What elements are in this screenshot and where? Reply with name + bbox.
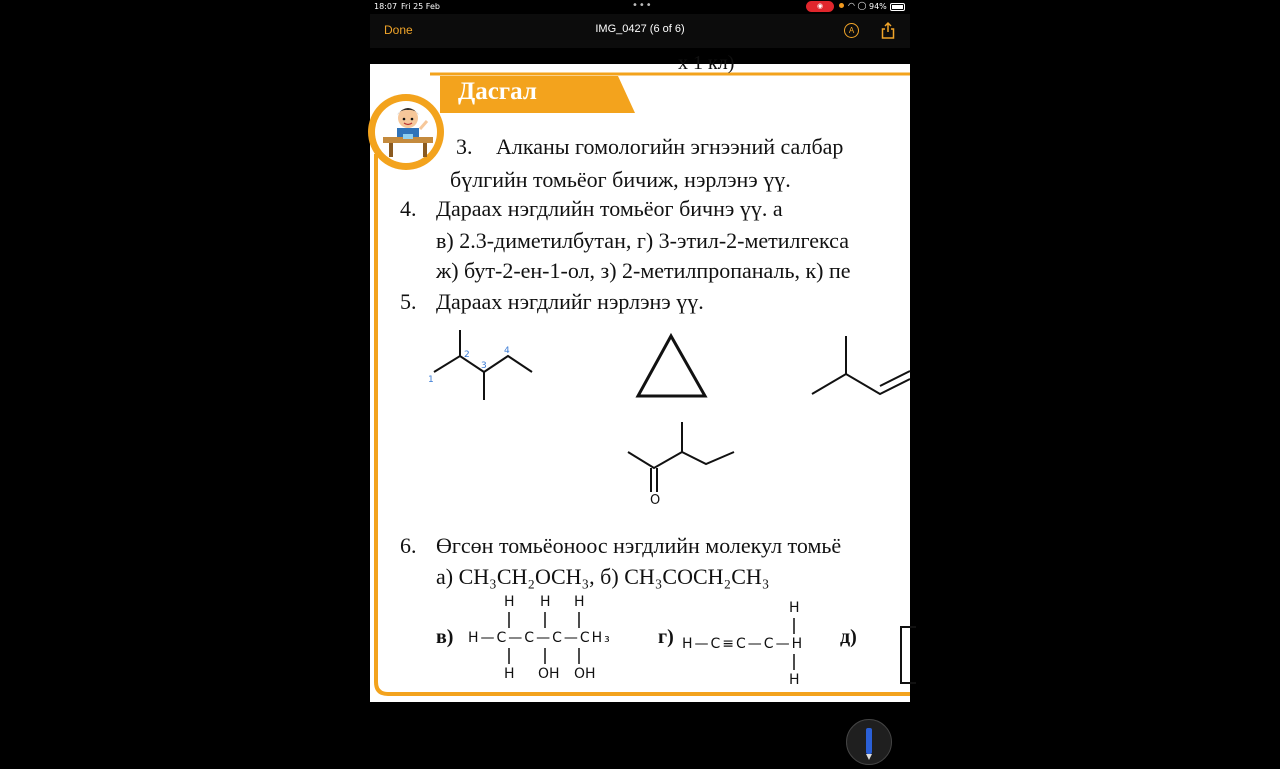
mic-indicator-icon	[839, 3, 844, 8]
ketone-oxygen: O	[650, 493, 661, 508]
ex4-line3: ж) бут-2-ен-1-ол, з) 2-метилпропаналь, к) пе	[436, 258, 851, 283]
battery-percent: 94%	[869, 2, 887, 11]
ex6-line1: Өгсөн томьёоноос нэгдлийн молекул томьё	[436, 533, 842, 558]
annot-3: 3	[481, 361, 487, 371]
structures-ex5	[370, 324, 910, 524]
ex4-line2: в) 2.3-диметилбутан, г) 3-этил-2-метилгекса	[436, 228, 849, 253]
g-label: г)	[658, 626, 674, 648]
status-bar	[370, 0, 910, 14]
annot-1: 1	[428, 375, 434, 385]
ex4-number: 4.	[400, 196, 417, 221]
pencil-icon	[847, 720, 891, 764]
section-title: Дасгал	[458, 78, 537, 105]
v-label: в)	[436, 626, 454, 648]
ex3-line2: бүлгийн томьёог бичиж, нэрлэнэ үү.	[450, 167, 791, 192]
ex5-number: 5.	[400, 289, 417, 314]
d-formula-box	[900, 626, 916, 684]
screen-recording-indicator[interactable]: ◉	[806, 1, 834, 12]
ex3-number: 3.	[456, 134, 473, 159]
photo-content: х 1 кл) Дасгал 3. Алканы гомологийн эгнээний салбар бүлгийн томьёог бичиж, нэрлэнэ үү. 4. Дараах нэгдлийн томьёог бичнэ үү. а в) 2.3-диметилбутан, г) 3-этил-2-метилгекса ж) бут-2-ен-1-ол, з) 2-метилпропаналь, к) пе 5. Дараах нэгдлийг нэрлэнэ үү. 1 2 3 4 O 6. Өгсөн томьёоноос нэгдлийн молекул томьё а) CH₃CH₂OCH₃, б) CH₃COCH₂CH₃ в) г) д) H H H H—C—C—C—CH₃ H OH OH H H—C≡C—C—H H	[370, 64, 910, 702]
share-icon[interactable]	[881, 22, 895, 39]
annot-2: 2	[464, 350, 470, 360]
status-time: 18:07	[374, 2, 398, 11]
ipad-screen	[370, 0, 910, 720]
ex6-number: 6.	[400, 533, 417, 558]
top-cut-text: х 1 кл)	[678, 52, 735, 74]
multitasking-dots-icon[interactable]: •••	[632, 0, 653, 11]
ex6-formulas: а) CH₃CH₂OCH₃, б) CH₃COCH₂CH₃	[436, 564, 770, 589]
pencil-tool-button[interactable]	[846, 719, 892, 765]
ex3-line1: Алканы гомологийн эгнээний салбар	[496, 134, 844, 159]
d-label: д)	[840, 626, 857, 648]
done-button[interactable]: Done	[384, 23, 413, 37]
status-date: Fri 25 Feb	[401, 2, 440, 11]
wifi-icon: ◠ ◯	[848, 1, 867, 10]
ex4-line1: Дараах нэгдлийн томьёог бичнэ үү. а	[436, 196, 783, 221]
ex5-line1: Дараах нэгдлийг нэрлэнэ үү.	[436, 289, 704, 314]
student-mascot-icon	[375, 101, 437, 163]
battery-icon	[890, 3, 905, 11]
photo-nav-bar	[370, 14, 910, 48]
image-title: IMG_0427 (6 of 6)	[595, 23, 685, 35]
markup-icon[interactable]: A	[844, 23, 859, 38]
annot-4: 4	[504, 346, 510, 356]
